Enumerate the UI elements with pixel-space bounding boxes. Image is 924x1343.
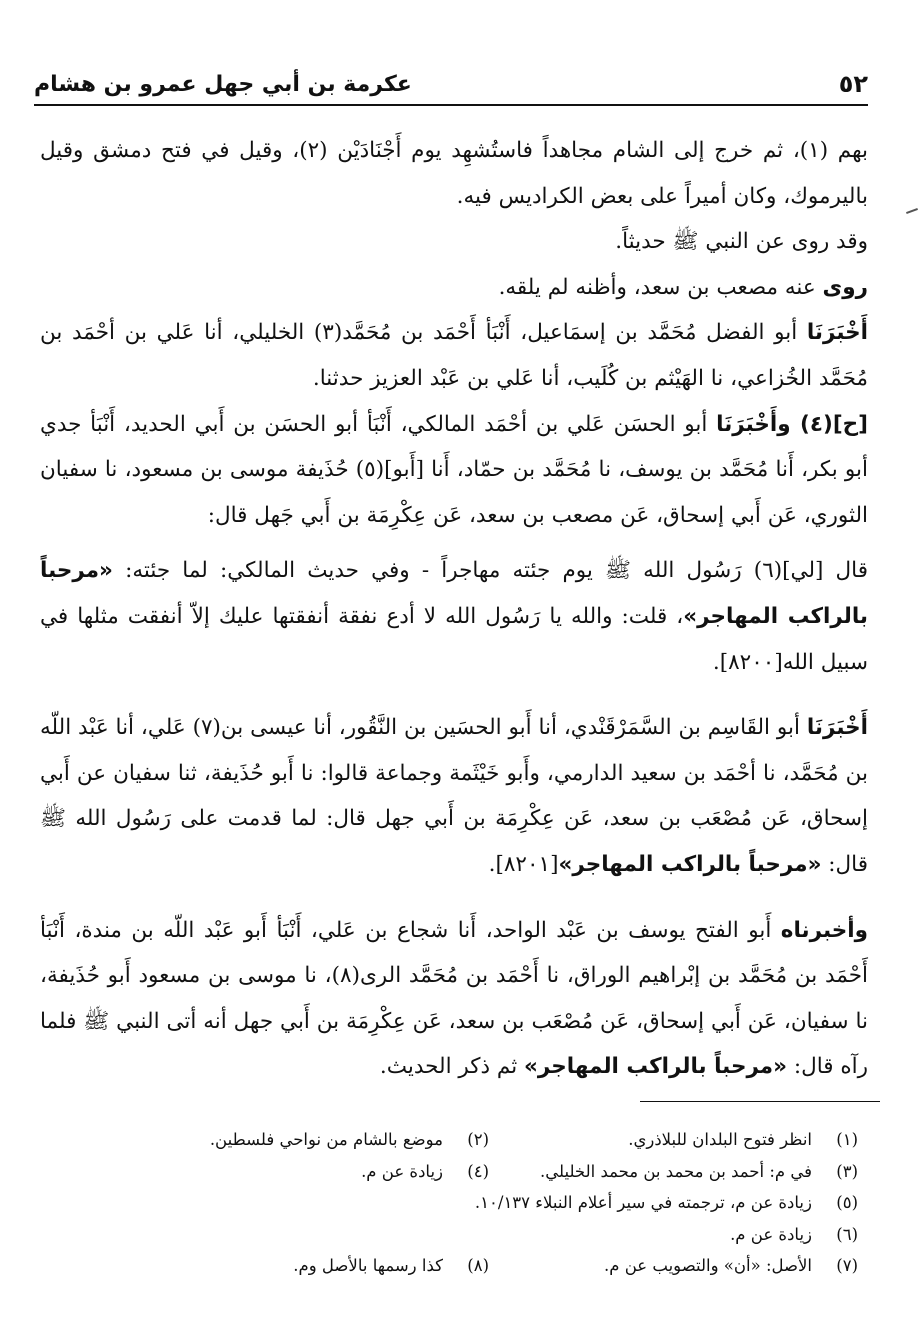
footnote-text: كذا رسمها بالأصل وم.	[293, 1256, 443, 1275]
footnote-text: زيادة عن م.	[730, 1224, 812, 1244]
footnote-number: (١)	[836, 1130, 858, 1149]
hadith-number: [٨٢٠١].	[488, 851, 559, 877]
footnote-number: (٣)	[836, 1161, 858, 1181]
quoted-hadith: «مرحباً بالراكب المهاجر»	[558, 851, 822, 877]
footnote-row	[120, 1250, 858, 1282]
footnote-row	[120, 1156, 858, 1188]
paragraph-hadith-text	[40, 548, 868, 685]
lead-word: وأخبرناه	[780, 917, 868, 943]
lead-word: أَخْبَرَنَا	[806, 715, 869, 741]
footnote-number: (٧)	[836, 1256, 858, 1275]
footnote-4	[120, 1156, 489, 1188]
margin-mark	[906, 208, 918, 214]
paragraph-text: قال [لي](٦) رَسُول الله ﷺ يوم جئته مهاجراً - وفي حديث المالكي: لما جئته:	[112, 558, 868, 584]
footnote-separator	[640, 1101, 880, 1102]
footnote-7	[489, 1250, 858, 1282]
paragraph-text: أبو الحسَن عَلي بن أحْمَد المالكي، أَنْبَأ أبو الحسَن بن أَبي الحديد، أَنْبَأ جدي أبو بكر، أَنا مُحَمَّد بن يوسف، نا مُحَمَّد بن حمّاد، أَنا [أَبو](٥) حُذَيفة موسى بن مسعود، نا سفيان الثوري، عَن أَبي إسحاق، عَن مصعب بن سعد، عَن عِكْرِمَة بن أَبي جَهل قال:	[40, 411, 868, 528]
paragraph-biography: بهم (١)، ثم خرج إلى الشام مجاهداً فاستُشهِد يوم أَجْنَادَيْن (٢)، وقيل في فتح دمشق وقيل باليرموك، وكان أميراً على بعض الكراديس فيه.	[40, 138, 868, 209]
paragraph-narrators	[40, 265, 868, 311]
main-text	[40, 128, 868, 1090]
paragraph-text: أبو القَاسِم بن السَّمَرْقَنْدي، أنا أَبو الحسَين بن النَّقُور، أنا عيسى بن(٧) عَلي، أنا عَبْد اللّه بن مُحَمَّد، نا أحْمَد بن سعيد الدارمي، وأَبو خَيْثَمة وجماعة قالوا: نا أَبو حُذَيفة، ثنا سفيان عن أَبي إسحاق، عَن مُصْعَب بن سعد، عَن عِكْرِمَة بن أَبي جهل قال: لما قدمت على رَسُول الله ﷺ قال:	[40, 715, 868, 877]
footnote-text: الأصل: «أن» والتصويب عن م.	[604, 1256, 812, 1275]
footnote-text: موضع بالشام من نواحي فلسطين.	[209, 1130, 443, 1149]
footnote-number: (٦)	[836, 1224, 858, 1244]
footnote-row	[120, 1187, 858, 1219]
paragraph-isnad-4	[40, 908, 868, 1090]
footnote-text: زيادة عن م.	[361, 1161, 443, 1181]
paragraph-text: ، قلت: والله يا رَسُول الله لا أدع نفقة أنفقتها عليك إلاّ أنفقت مثلها في سبيل الله[٨٢٠٠].	[40, 603, 868, 675]
paragraph-hadith-note: وقد روى عن النبي ﷺ حديثاً.	[615, 229, 868, 255]
footnote-text: في م: أحمد بن محمد بن محمد الخليلي.	[540, 1161, 812, 1181]
footnote-row	[120, 1219, 858, 1251]
footnote-2	[120, 1124, 489, 1156]
footnote-row	[120, 1124, 858, 1156]
footnote-text: انظر فتوح البلدان للبلاذري.	[628, 1130, 812, 1149]
footnote-number: (٥)	[836, 1193, 858, 1212]
footnotes	[120, 1124, 858, 1282]
paragraph-text: عنه مصعب بن سعد، وأظنه لم يلقه.	[498, 274, 823, 300]
footnote-number: (٨)	[467, 1256, 489, 1275]
paragraph-text: أَبو الفتح يوسف بن عَبْد الواحد، أَنا شجاع بن عَلي، أَنْبَأ أَبو عَبْد اللّه بن مندة، أَنْبَأ أَحْمَد بن مُحَمَّد بن إبْراهيم الوراق، نا أَحْمَد بن مُحَمَّد الرى(٨)، نا موسى بن مسعود أَبو حُذَيفة، نا سفيان، عَن أَبي إسحاق، عَن مُصْعَب بن سعد، عَن عِكْرِمَة بن أَبي جهل أنه أتى النبي ﷺ فلما رآه قال:	[40, 917, 868, 1080]
paragraph-isnad-2	[40, 402, 868, 539]
footnote-8	[120, 1250, 489, 1282]
lead-word: [ح](٤) وأَخْبَرَنَا	[716, 411, 868, 437]
footnote-6	[120, 1219, 858, 1251]
page-header	[34, 64, 868, 106]
paragraph-isnad-3	[40, 705, 868, 887]
footnote-5	[120, 1187, 858, 1219]
lead-word: روى	[822, 274, 868, 300]
paragraph-text: ثم ذكر الحديث.	[379, 1054, 525, 1080]
footnote-number: (٢)	[467, 1130, 489, 1149]
paragraph-isnad-1	[40, 310, 868, 401]
running-title: عكرمة بن أبي جهل عمرو بن هشام	[34, 71, 412, 97]
quoted-hadith: «مرحباً بالراكب المهاجر»	[40, 558, 869, 629]
quoted-hadith: «مرحباً بالراكب المهاجر»	[524, 1054, 788, 1080]
footnote-3	[489, 1156, 858, 1188]
page-number: ٥٢	[838, 70, 868, 98]
footnote-number: (٤)	[467, 1161, 489, 1181]
lead-word: أَخْبَرَنَا	[806, 320, 868, 346]
footnote-text: زيادة عن م، ترجمته في سير أعلام النبلاء ١٠/١٣٧.	[474, 1193, 812, 1212]
paragraph-text: أبو الفضل مُحَمَّد بن إسمَاعيل، أَنْبَأ أَحْمَد بن مُحَمَّد(٣) الخليلي، أنا عَلي بن أحْمَد بن مُحَمَّد الخُزاعي، نا الهَيْثم بن كُلَيب، أنا عَلي بن عَبْد العزيز حدثنا.	[40, 320, 868, 391]
footnote-1	[489, 1124, 858, 1156]
